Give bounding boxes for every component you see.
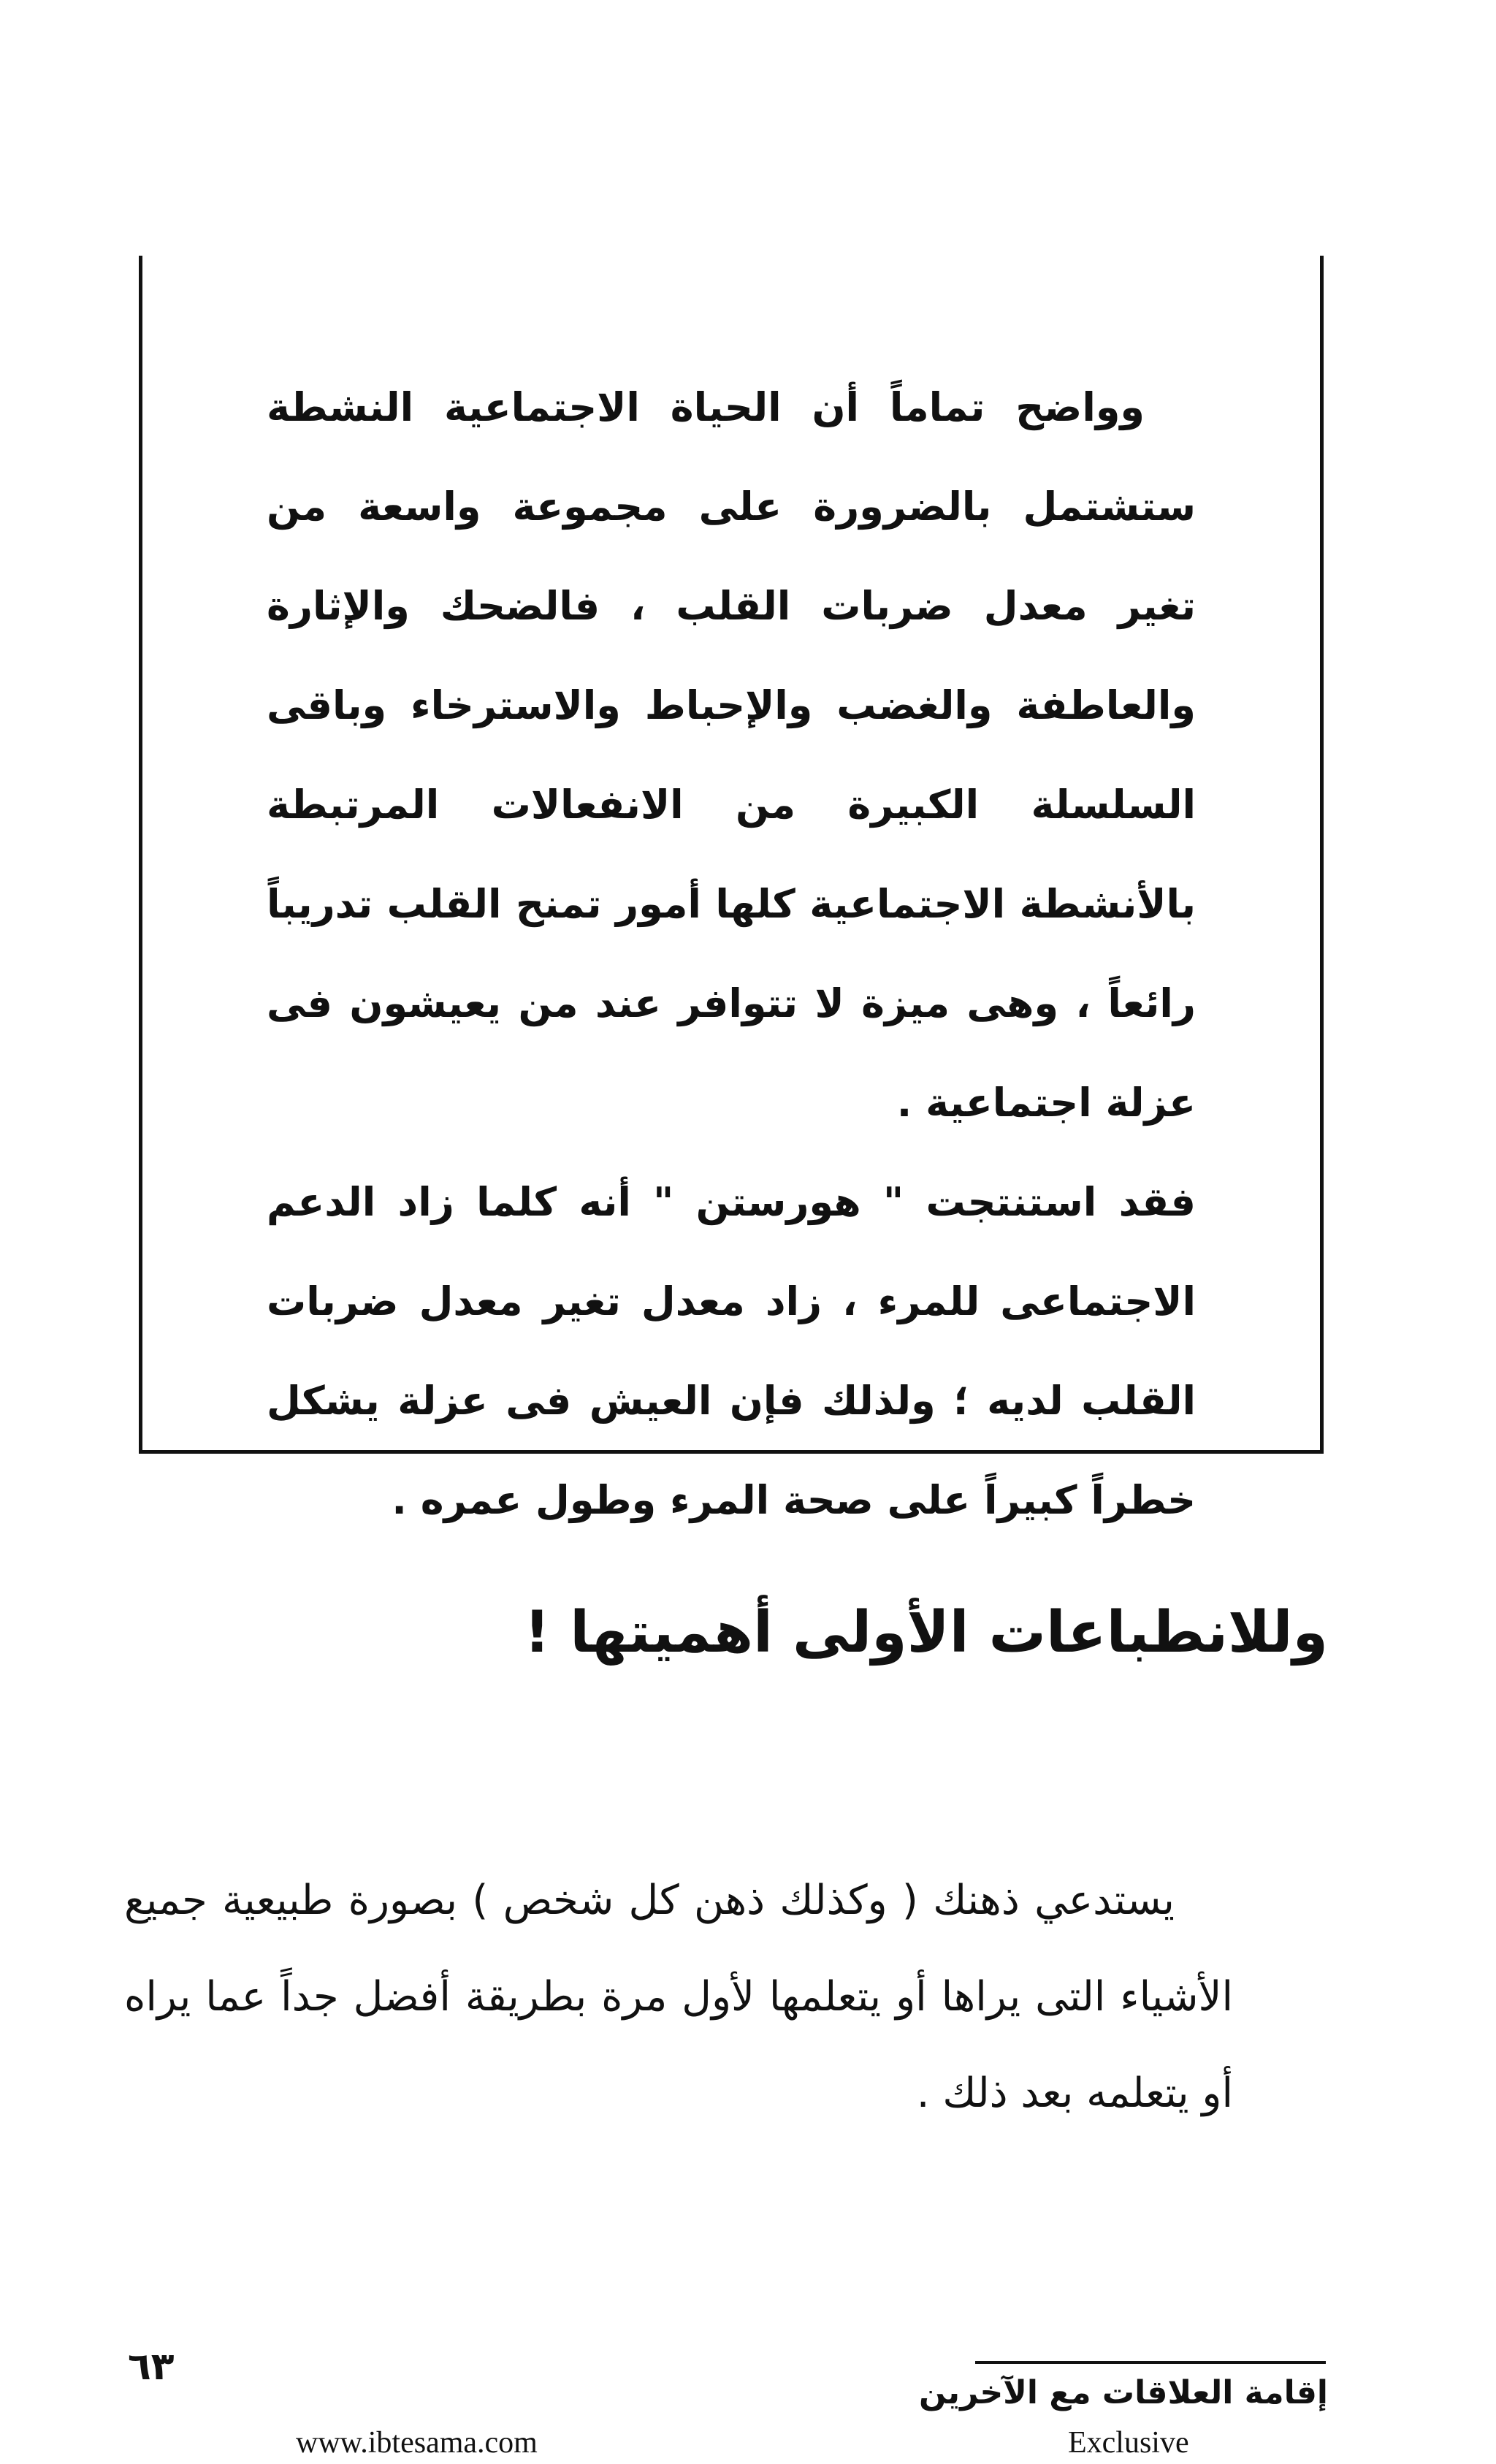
exclusive-label: Exclusive [1068, 2426, 1189, 2460]
body-paragraph: يستدعي ذهنك ( وكذلك ذهن كل شخص ) بصورة طبيعية جميع الأشياء التى يراها أو يتعلمها لأول مرة بطريقة أفضل جداً عما يراه أو يتعلمه بعد ذلك . [124, 1877, 1233, 2117]
boxed-text [267, 358, 1196, 1550]
section-heading: وللانطباعات الأولى أهميتها ! [524, 1600, 1328, 1666]
boxed-paragraph-2: فقد استنتجت " هورستن " أنه كلما زاد الدعم الاجتماعى للمرء ، زاد معدل تغير معدل ضربات القلب لديه ؛ ولذلك فإن العيش فى عزلة يشكل خطراً كبيراً على صحة المرء وطول عمره . [267, 1179, 1196, 1523]
boxed-section [139, 256, 1324, 1523]
website-link[interactable]: www.ibtesama.com [296, 2426, 538, 2460]
boxed-paragraph-1: وواضح تماماً أن الحياة الاجتماعية النشطة ستشتمل بالضرورة على مجموعة واسعة من تغير معدل ضربات القلب ، فالضحك والإثارة والعاطفة والغضب والإحباط والاسترخاء وباقى السلسلة الكبيرة من الانفعالات المرتبطة بالأنشطة الاجتماعية كلها أمور تمنح القلب تدريباً رائعاً ، وهى ميزة لا تتوافر عند من يعيشون فى عزلة اجتماعية . [267, 384, 1196, 1126]
book-title: إقامة العلاقات مع الآخرين [918, 2374, 1328, 2411]
page-number: ٦٣ [128, 2345, 175, 2389]
footer-divider [975, 2361, 1326, 2364]
